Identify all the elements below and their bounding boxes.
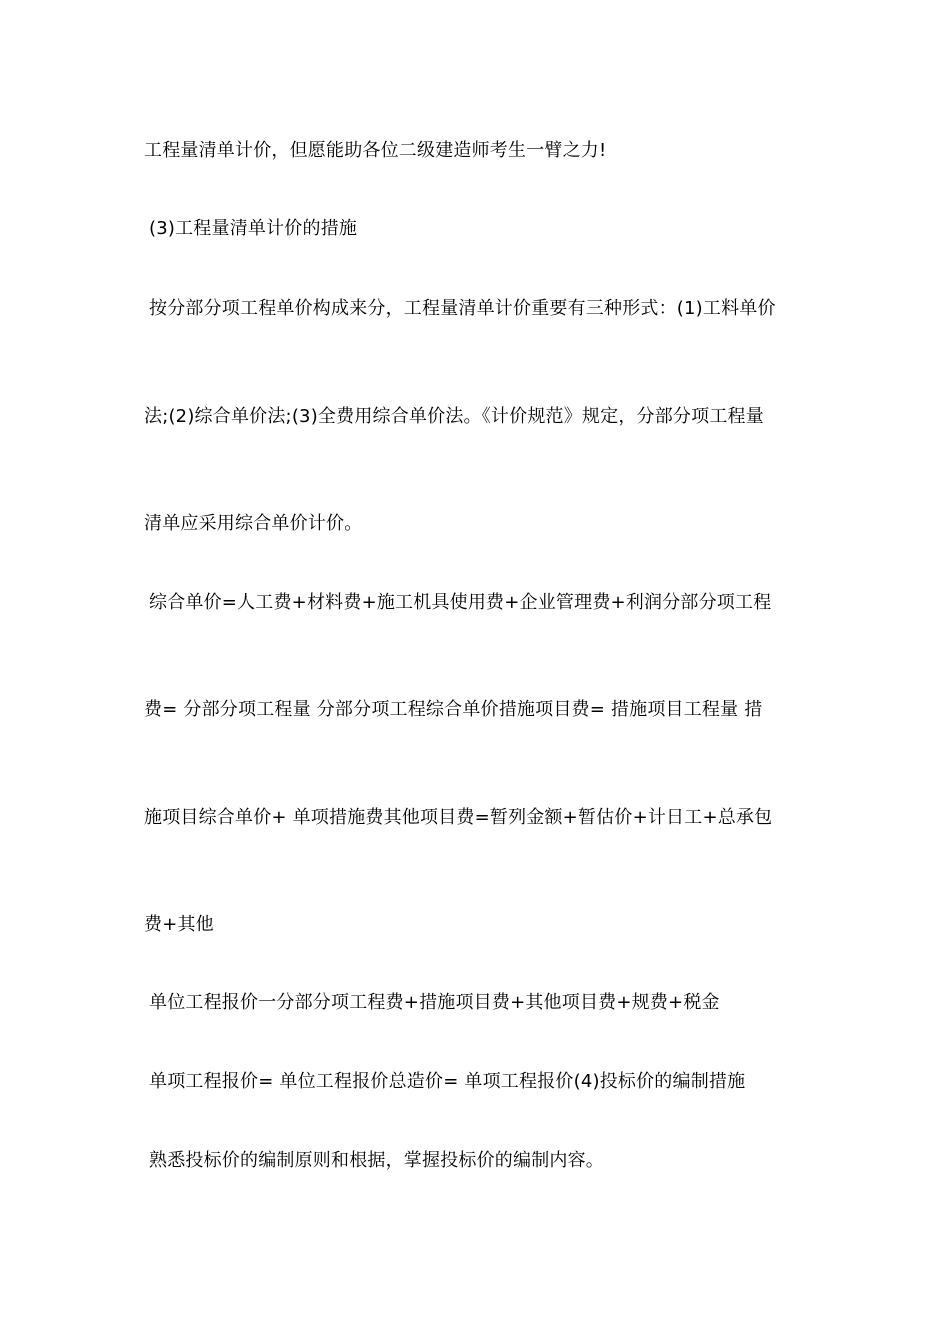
- text-line-12: 熟悉投标价的编制原则和根据，掌握投标价的编制内容。: [149, 1150, 604, 1171]
- text-line-1: 工程量清单计价，但愿能助各位二级建造师考生一臂之力!: [144, 140, 607, 161]
- text-line-11: 单项工程报价= 单位工程报价总造价= 单项工程报价(4)投标价的编制措施: [149, 1071, 746, 1092]
- text-line-8: 施项目综合单价+ 单项措施费其他项目费=暂列金额+暂估价+计日工+总承包: [144, 807, 773, 828]
- text-line-10: 单位工程报价一分部分项工程费+措施项目费+其他项目费+规费+税金: [149, 992, 720, 1013]
- text-line-5: 清单应采用综合单价计价。: [144, 513, 363, 534]
- text-line-6: 综合单价=人工费+材料费+施工机具使用费+企业管理费+利润分部分项工程: [149, 592, 772, 613]
- text-line-3: 按分部分项工程单价构成来分，工程量清单计价重要有三种形式：(1)工料单价: [149, 298, 776, 319]
- section-heading: (3)工程量清单计价的措施: [149, 218, 358, 239]
- text-line-7: 费= 分部分项工程量 分部分项工程综合单价措施项目费= 措施项目工程量 措: [144, 699, 763, 720]
- text-line-4: 法;(2)综合单价法;(3)全费用综合单价法。《计价规范》规定，分部分项工程量: [144, 406, 764, 427]
- text-line-9: 费+其他: [144, 914, 214, 935]
